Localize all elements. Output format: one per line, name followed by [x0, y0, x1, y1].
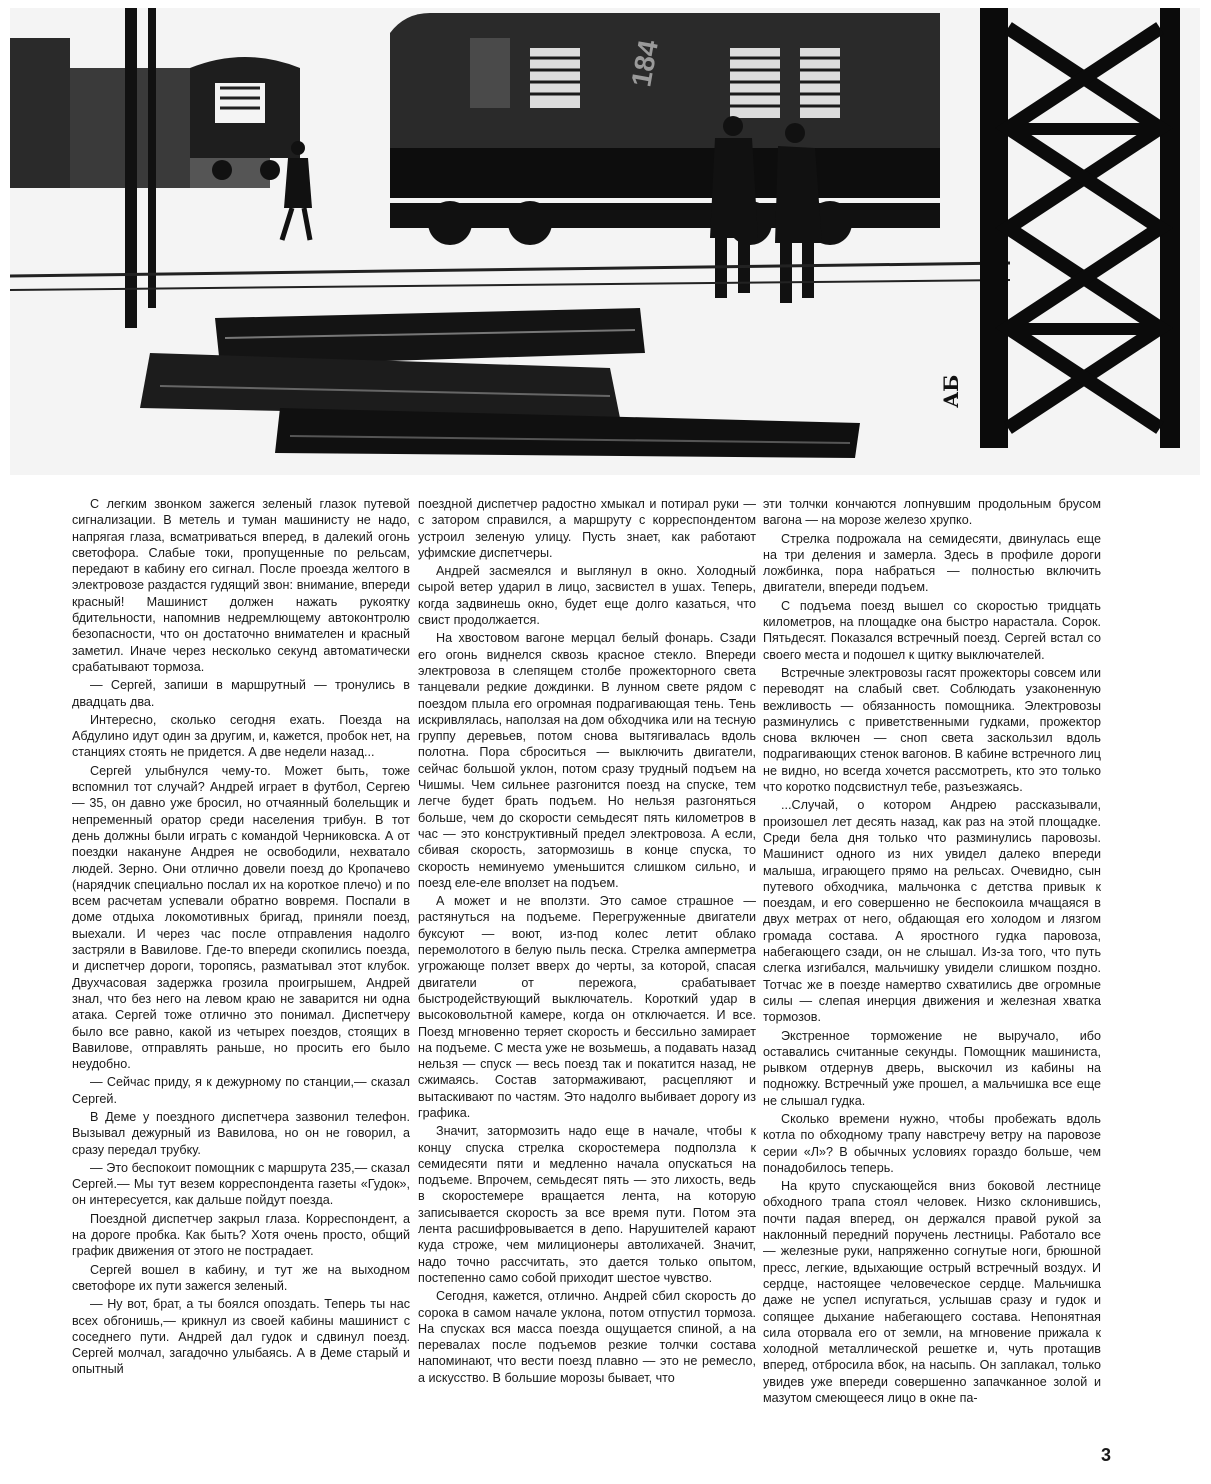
paragraph: — Сейчас приду, я к дежурному по станции,— сказал Сергей.	[72, 1075, 410, 1106]
paragraph: Сегодня, кажется, отлично. Андрей сбил скорость до сорока в самом начале уклона, потом отпустил тормоза. На спусках вся масса поезда ощущается спиной, а на перевалах после подъемов резкие толчки состава напоминают, что вести поезд плавно — это не ремесло, а искусство. В большие морозы бывает, что	[418, 1289, 756, 1385]
paragraph: Стрелка подрожала на семидесяти, двинулась еще на три деления и замерла. Здесь в профиле дороги ложбинка, пора набраться — полностью включить двигатели, впереди подъем.	[763, 531, 1101, 595]
text-column-2	[418, 496, 756, 1388]
artist-monogram: АБ	[939, 374, 963, 408]
paragraph: С подъема поезд вышел со скоростью тридцать километров, на площадке она быстро нарастала. Сорок. Пятьдесят. Показался встречный поезд. Сергей встал со своего места и подошел к щитку выключателей.	[763, 598, 1101, 662]
paragraph: поездной диспетчер радостно хмыкал и потирал руки — с затором справился, а маршруту с корреспондентом устроил зеленую улицу. Пусть знает, как работают уфимские диспетчеры.	[418, 497, 756, 560]
page-number: 3	[1100, 1445, 1111, 1465]
paragraph: — Это беспокоит помощник с маршрута 235,— сказал Сергей.— Мы тут везем корреспондента газеты «Гудок», он интересуется, как дальше пойдут поезда.	[72, 1160, 410, 1208]
paragraph: В Деме у поездного диспетчера зазвонил телефон. Вызывал дежурный из Вавилова, но он не говорил, а сразу передал трубку.	[72, 1109, 410, 1157]
pole	[148, 8, 156, 308]
paragraph: — Сергей, запиши в маршрутный — тронулись в двадцать два.	[72, 678, 410, 709]
paragraph: Поездной диспетчер закрыл глаза. Корреспондент, а на дороге пробка. Как быть? Хотя очень просто, общий график движения от этого не пострадает.	[72, 1211, 410, 1259]
paragraph: А может и не вползти. Это самое страшное — растянуться на подъеме. Перегруженные двигатели буксуют — воют, из-под колес летит облако перемолотого в белую пыль песка. Стрелка амперметра угрожающе ползет вверх до черты, за которой, спасая двигатели от пережога, срабатывает быстродействующий выключатель. Короткий удар в высоковольтной камере, когда он отключается. И все. Поезд мгновенно теряет скорость и бессильно замирает на подъеме. С места уже не возьмешь, а подавать назад нельзя — спуск — весь поезд так и покатится назад, не сжимаясь. Состав затормаживают, расцепляют и вытаскивают по частям. Это надолго выбивает дорогу из графика.	[418, 894, 756, 1120]
text-column-3	[763, 496, 1101, 1408]
paragraph: Сергей улыбнулся чему-то. Может быть, тоже вспомнил тот случай? Андрей играет в футбол, Сергею — 35, он давно уже бросил, но отчаянный болельщик и непременный оратор среди населения трибун. В тот день должны были играть с командой Черниковска. А от поездки накануне Андрея не освободили, нехватало людей. Зерно. Они отлично довели поезд до Кропачево (нарядчик специально послал их на короткое плечо) и по всем расчетам успевали обратно вовремя. Поспали в доме отдыха локомотивных бригад, приняли поезд, выехали. И через час после отправления надолго застряли в Вавилове. Где-то впереди скопились поезда, и диспетчер дороги, торопясь, разматывал этот клубок. Двухчасовая задержка грозила проигрышем, Андрей знал, что без него на левом краю не заварится ни одна атака. Сергей тоже отлично это понимал. Диспетчеру было все равно, какой из четырех поездов, стоящих в Вавилове, отправлять раньше, но просить его было неудобно.	[72, 763, 410, 1072]
paragraph: С легким звонком зажегся зеленый глазок путевой сигнализации. В метель и туман машинисту не надо, напрягая глаза, всматриваться вперед, в далекий огонь светофора. Слабые токи, пропущенные по рельсам, передают в кабину его сигнал. После проезда желтого в электровозе раздастся гудящий звон: внимание, впереди красный! Машинист должен нажать рукоятку бдительности, напомнив недремлющему автоконтролю безопасности, что он достаточно внимателен и красный заметил. Иначе через несколько секунд автоматически срабатывают тормоза.	[72, 497, 410, 674]
electric-locomotive	[390, 13, 940, 245]
distant-building	[10, 38, 70, 188]
paragraph: Встречные электровозы гасят прожекторы совсем или переводят на слабый свет. Соблюдать узаконенную вежливость — обязанность помощника. Электровозы разминулись с приветственными гудками, прожектор снова включен — сноп света заскользил вдоль подрагивающих стенок вагонов. В кабине встречного лиц не видно, но всегда хочется рассмотреть, кто это только что коротко подсвистнул тебе, разъезжаясь.	[763, 665, 1101, 795]
paragraph: Сколько времени нужно, чтобы пробежать вдоль котла по обходному трапу навстречу ветру на паровозе серии «Л»? В обычных условиях гораздо больше, чем понадобилось теперь.	[763, 1111, 1101, 1175]
paragraph: Экстренное торможение не выручало, ибо оставались считанные секунды. Помощник машиниста, рывком отдернув дверь, выскочил из кабины на подножку. Встречный уже прошел, а мальчишка все еще не слышал гудка.	[763, 1028, 1101, 1108]
locomotive-number: 184	[625, 37, 665, 90]
railway-yard-illustration	[10, 8, 1200, 475]
paragraph: эти толчки кончаются лопнувшим продольным брусом вагона — на морозе железо хрупко.	[763, 497, 1101, 528]
paragraph: Интересно, сколько сегодня ехать. Поезда на Абдулино идут один за другим, и, кажется, пробок нет, на станциях стоять не придется. А две недели назад...	[72, 712, 410, 760]
paragraph: Сергей вошел в кабину, и тут же на выходном светофоре их пути зажегся зеленый.	[72, 1262, 410, 1293]
paragraph: На круто спускающейся вниз боковой лестнице обходного трапа стоял человек. Низко склонившись, почти падая вперед, он держался правой рукой за наклонный передний поручень лестницы. Работало все — железные руки, напряженно согнутые ноги, брюшной пресс, легкие, вдыхающие острый встречный воздух. И сердце, настоящее человеческое сердце. Мальчишка даже не успел испугаться, услышав сразу и гудок и сопящее дыхание набегающего состава. Непонятная сила оторвала его от земли, на мгновение прижала к холодной металлической решетке и, чуть протащив вперед, отбросила вбок, на насыпь. Он заплакал, только увидев уже впереди совершенно запачканное золой и мазутом смеющееся лицо в окне па-	[763, 1179, 1101, 1406]
paragraph: На хвостовом вагоне мерцал белый фонарь. Сзади его огонь виднелся сквозь красное стекло. Впереди электровоза в слепящем столбе прожекторного света танцевали редкие дождинки. В лунном свете рядом с поездом плыла его огромная подрагивающая тень. Тень искривлялась, наползая на дом обходчика или на тесную группу деревьев, потом снова вытягивалась вдоль полотна. Пора сброситься — выключить двигатели, сейчас большой уклон, потом сразу трудный подъем на Чишмы. Чем сильнее разгонится поезд на спуске, тем легче будет брать подъем. Но нельзя разгоняться больше, чем до скорости семьдесят пять километров в час — это конструктивный предел электровоза. А если, сбивая скорость, затормозишь в конце спуска, то скорость неминуемо уменьшится слишком сильно, и поезд еле-еле вползет на подъем.	[418, 631, 756, 890]
paragraph: ...Случай, о котором Андрею рассказывали, произошел лет десять назад, как раз на этой площадке. Среди бела дня только что разминулись паровозы. Машинист одного из них увидел далеко впереди малыша, играющего прямо на рельсах. Очевидно, сын путевого обходчика, мальчонка с детства привык к поездам, и его совершенно не беспокоила мчащаяся в двух метрах от него, обдающая его холодом и лязгом громада состава. А яростного гудка паровоза, набегающего сзади, он не слышал. Из-за того, что путь слегка изгибался, мальчишку увидели слишком поздно. Тотчас же в поезде намертво схватились две огромные силы — слепая инерция движения и железная хватка тормозов.	[763, 798, 1101, 1025]
pole	[125, 8, 137, 328]
paragraph: Андрей засмеялся и выглянул в окно. Холодный сырой ветер ударил в лицо, засвистел в ушах. Теперь, когда задвинешь окно, будет еще долго казаться, что свист продолжается.	[418, 564, 756, 628]
text-column-1	[72, 496, 410, 1380]
paragraph: — Ну вот, брат, а ты боялся опоздать. Теперь ты нас всех обгонишь,— крикнул из своей кабины машинист с соседнего пути. Андрей дал гудок и сдвинул поезд. Сергей молчал, загадочно улыбаясь. А в Деме старый и опытный	[72, 1297, 410, 1377]
paragraph: Значит, затормозить надо еще в начале, чтобы к концу спуска стрелка скоростемера подползла к семидесяти пяти и медленно начала опускаться на подъеме. Впрочем, семьдесят пять — это лихость, ведь в скоростемере вращается лента, на которую записывается скорость за все время пути. Потом эта лента расшифровывается в депо. Нарушителей карают куда строже, чем милиционеры автолихачей. Значит, надо точно рассчитать, это дается только опытом, постепенно само собой приходит шестое чувство.	[418, 1124, 756, 1285]
